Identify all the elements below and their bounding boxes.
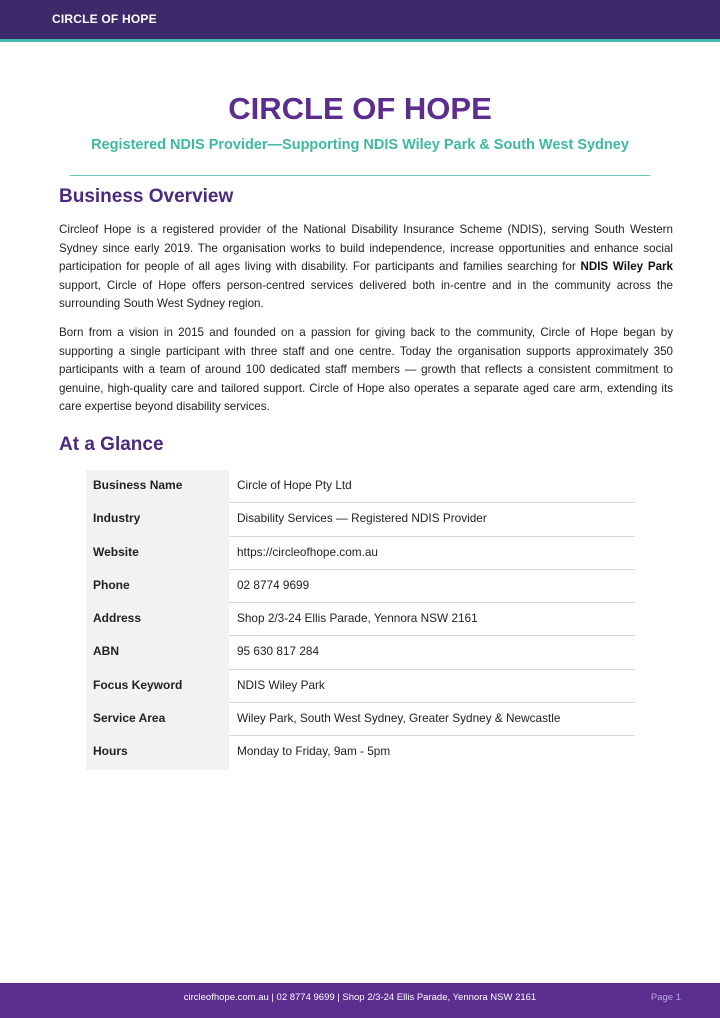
row-label: Website: [86, 537, 229, 570]
table-row: [86, 570, 635, 603]
header-brand: CIRCLE OF HOPE: [52, 12, 157, 26]
row-value: Circle of Hope Pty Ltd: [229, 470, 635, 503]
overview-paragraph-2: Born from a vision in 2015 and founded on a passion for giving back to the community, Circle of Hope began by supporting a single participant with three staff and one centre. Today the organisation supports approximately 350 participants with a team of around 100 dedicated staff members — growth that reflects a consistent commitment to genuine, high-quality care and tailored support. Circle of Hope also operates a separate aged care arm, extending its care expertise beyond disability services.: [59, 326, 673, 414]
row-value: https://circleofhope.com.au: [229, 537, 635, 570]
page-title: CIRCLE OF HOPE: [228, 91, 492, 126]
row-value: NDIS Wiley Park: [229, 670, 635, 703]
row-label: Focus Keyword: [86, 670, 229, 703]
row-label: Address: [86, 603, 229, 636]
row-value: 02 8774 9699: [229, 570, 635, 603]
row-label: Service Area: [86, 703, 229, 736]
footer-bar: [0, 983, 720, 1018]
overview-paragraph-1-tail: support, Circle of Hope offers person-centred services delivered both in-centre and in the community across the surrounding South West Sydney region.: [59, 278, 673, 311]
row-value: Disability Services — Registered NDIS Provider: [229, 503, 635, 536]
table-row: [86, 503, 635, 536]
page-subtitle: Registered NDIS Provider—Supporting NDIS Wiley Park & South West Sydney: [91, 137, 629, 153]
row-label: Business Name: [86, 470, 229, 503]
page-number: Page 1: [650, 992, 681, 1003]
table-row: [86, 603, 635, 636]
overview-paragraph-1: [59, 221, 673, 314]
table-row: [86, 537, 635, 570]
overview-paragraph-1-lead: Circleof Hope is a registered provider of the National Disability Insurance Scheme (NDIS), serving South Western Sydney since early 2019. The organisation works to build independence, increase opportunities and enhance social participation for people of all ages living with disability. For participants and families searching for: [59, 223, 673, 274]
footer-contact: circleofhope.com.au | 02 8774 9699 | Shop 2/3-24 Ellis Parade, Yennora NSW 2161: [183, 992, 537, 1003]
row-label: ABN: [86, 636, 229, 669]
row-value: Wiley Park, South West Sydney, Greater Sydney & Newcastle: [229, 703, 635, 736]
table-row: [86, 470, 635, 503]
row-label: Hours: [86, 736, 229, 769]
row-value: 95 630 817 284: [229, 636, 635, 669]
table-row: [86, 670, 635, 703]
row-label: Industry: [86, 503, 229, 536]
top-header-bar: [0, 0, 720, 42]
at-a-glance-table: [86, 470, 635, 770]
row-label: Phone: [86, 570, 229, 603]
table-row: [86, 703, 635, 736]
overview-keyword: NDIS Wiley Park: [580, 260, 673, 274]
title-divider: [70, 175, 650, 176]
table-row: [86, 736, 635, 769]
business-overview-heading: Business Overview: [59, 186, 234, 207]
row-value: Monday to Friday, 9am - 5pm: [237, 744, 391, 759]
row-value: Shop 2/3-24 Ellis Parade, Yennora NSW 2161: [229, 603, 635, 636]
table-row: [86, 636, 635, 669]
at-a-glance-heading: At a Glance: [59, 434, 164, 455]
